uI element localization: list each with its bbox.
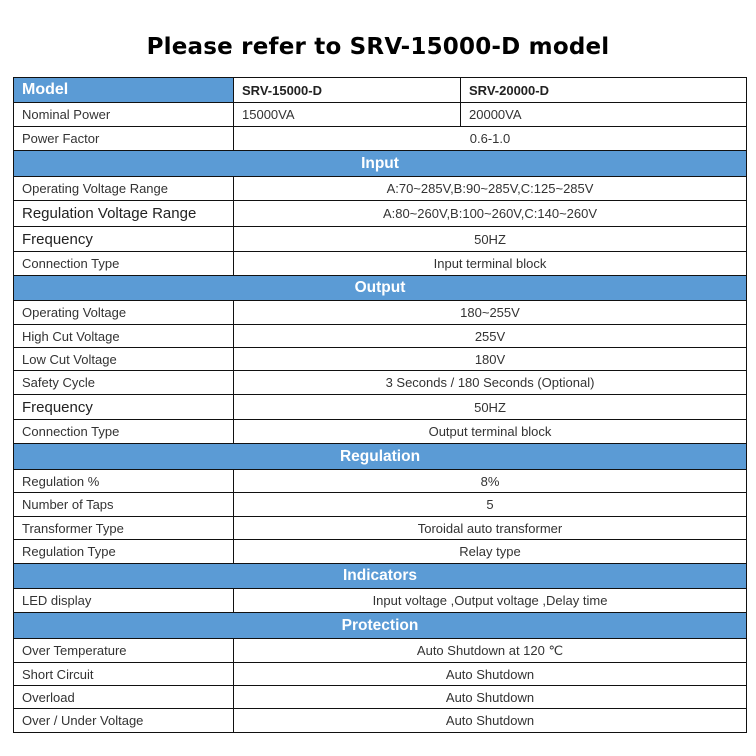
section-header bbox=[14, 613, 747, 639]
row-value: Output terminal block bbox=[234, 420, 747, 444]
header-label: Model bbox=[14, 78, 234, 103]
row-label: LED display bbox=[14, 589, 234, 613]
row-value: 255V bbox=[234, 325, 747, 348]
model-1: SRV-15000-D bbox=[234, 78, 461, 103]
row-label: Short Circuit bbox=[14, 663, 234, 686]
table-row bbox=[14, 348, 747, 371]
model-2: SRV-20000-D bbox=[461, 78, 747, 103]
section-title: Output bbox=[14, 276, 747, 301]
row-label: Regulation Type bbox=[14, 540, 234, 564]
row-value: 180~255V bbox=[234, 301, 747, 325]
row-value: Relay type bbox=[234, 540, 747, 564]
section-title: Protection bbox=[14, 613, 747, 639]
table-row bbox=[14, 540, 747, 564]
table-row bbox=[14, 301, 747, 325]
table-row bbox=[14, 252, 747, 276]
row-value: Auto Shutdown bbox=[234, 663, 747, 686]
table-row bbox=[14, 493, 747, 517]
row-label: Nominal Power bbox=[14, 103, 234, 127]
row-label: Transformer Type bbox=[14, 517, 234, 540]
row-value: 0.6-1.0 bbox=[234, 127, 747, 151]
table-row bbox=[14, 639, 747, 663]
row-label: Low Cut Voltage bbox=[14, 348, 234, 371]
table-row bbox=[14, 709, 747, 733]
row-value: 180V bbox=[234, 348, 747, 371]
row-label: Over Temperature bbox=[14, 639, 234, 663]
section-header bbox=[14, 276, 747, 301]
section-title: Indicators bbox=[14, 564, 747, 589]
row-value-1: 15000VA bbox=[234, 103, 461, 127]
row-label: High Cut Voltage bbox=[14, 325, 234, 348]
row-label: Over / Under Voltage bbox=[14, 709, 234, 733]
row-label: Operating Voltage bbox=[14, 301, 234, 325]
row-value: Input voltage ,Output voltage ,Delay time bbox=[234, 589, 747, 613]
table-row bbox=[14, 470, 747, 493]
section-title: Input bbox=[14, 151, 747, 177]
table-row bbox=[14, 325, 747, 348]
row-label: Connection Type bbox=[14, 420, 234, 444]
section-header bbox=[14, 444, 747, 470]
spec-table bbox=[13, 77, 747, 733]
row-label: Regulation Voltage Range bbox=[14, 201, 234, 227]
row-label: Connection Type bbox=[14, 252, 234, 276]
row-value: Toroidal auto transformer bbox=[234, 517, 747, 540]
table-row bbox=[14, 686, 747, 709]
row-value: A:70~285V,B:90~285V,C:125~285V bbox=[234, 177, 747, 201]
row-label: Overload bbox=[14, 686, 234, 709]
table-row bbox=[14, 395, 747, 420]
row-value: 50HZ bbox=[234, 395, 747, 420]
section-title: Regulation bbox=[14, 444, 747, 470]
table-row bbox=[14, 420, 747, 444]
row-value: Auto Shutdown bbox=[234, 709, 747, 733]
table-row bbox=[14, 517, 747, 540]
table-row bbox=[14, 177, 747, 201]
row-value: 8% bbox=[234, 470, 747, 493]
row-value: Auto Shutdown bbox=[234, 686, 747, 709]
row-value: Input terminal block bbox=[234, 252, 747, 276]
table-row bbox=[14, 371, 747, 395]
row-label: Safety Cycle bbox=[14, 371, 234, 395]
section-header bbox=[14, 564, 747, 589]
table-row bbox=[14, 127, 747, 151]
row-label: Number of Taps bbox=[14, 493, 234, 517]
page-title: Please refer to SRV-15000-D model bbox=[146, 34, 610, 60]
header-row bbox=[14, 78, 747, 103]
row-value: A:80~260V,B:100~260V,C:140~260V bbox=[234, 201, 747, 227]
table-row bbox=[14, 103, 747, 127]
row-label: Operating Voltage Range bbox=[14, 177, 234, 201]
row-label: Frequency bbox=[14, 227, 234, 252]
row-value: 3 Seconds / 180 Seconds (Optional) bbox=[234, 371, 747, 395]
row-label: Frequency bbox=[14, 395, 234, 420]
row-value: Auto Shutdown at 120 ℃ bbox=[234, 639, 747, 663]
table-row bbox=[14, 589, 747, 613]
row-label: Regulation % bbox=[14, 470, 234, 493]
row-value: 5 bbox=[234, 493, 747, 517]
table-row bbox=[14, 227, 747, 252]
section-header bbox=[14, 151, 747, 177]
table-row bbox=[14, 663, 747, 686]
row-label: Power Factor bbox=[14, 127, 234, 151]
row-value: 50HZ bbox=[234, 227, 747, 252]
table-row bbox=[14, 201, 747, 227]
row-value-2: 20000VA bbox=[461, 103, 747, 127]
